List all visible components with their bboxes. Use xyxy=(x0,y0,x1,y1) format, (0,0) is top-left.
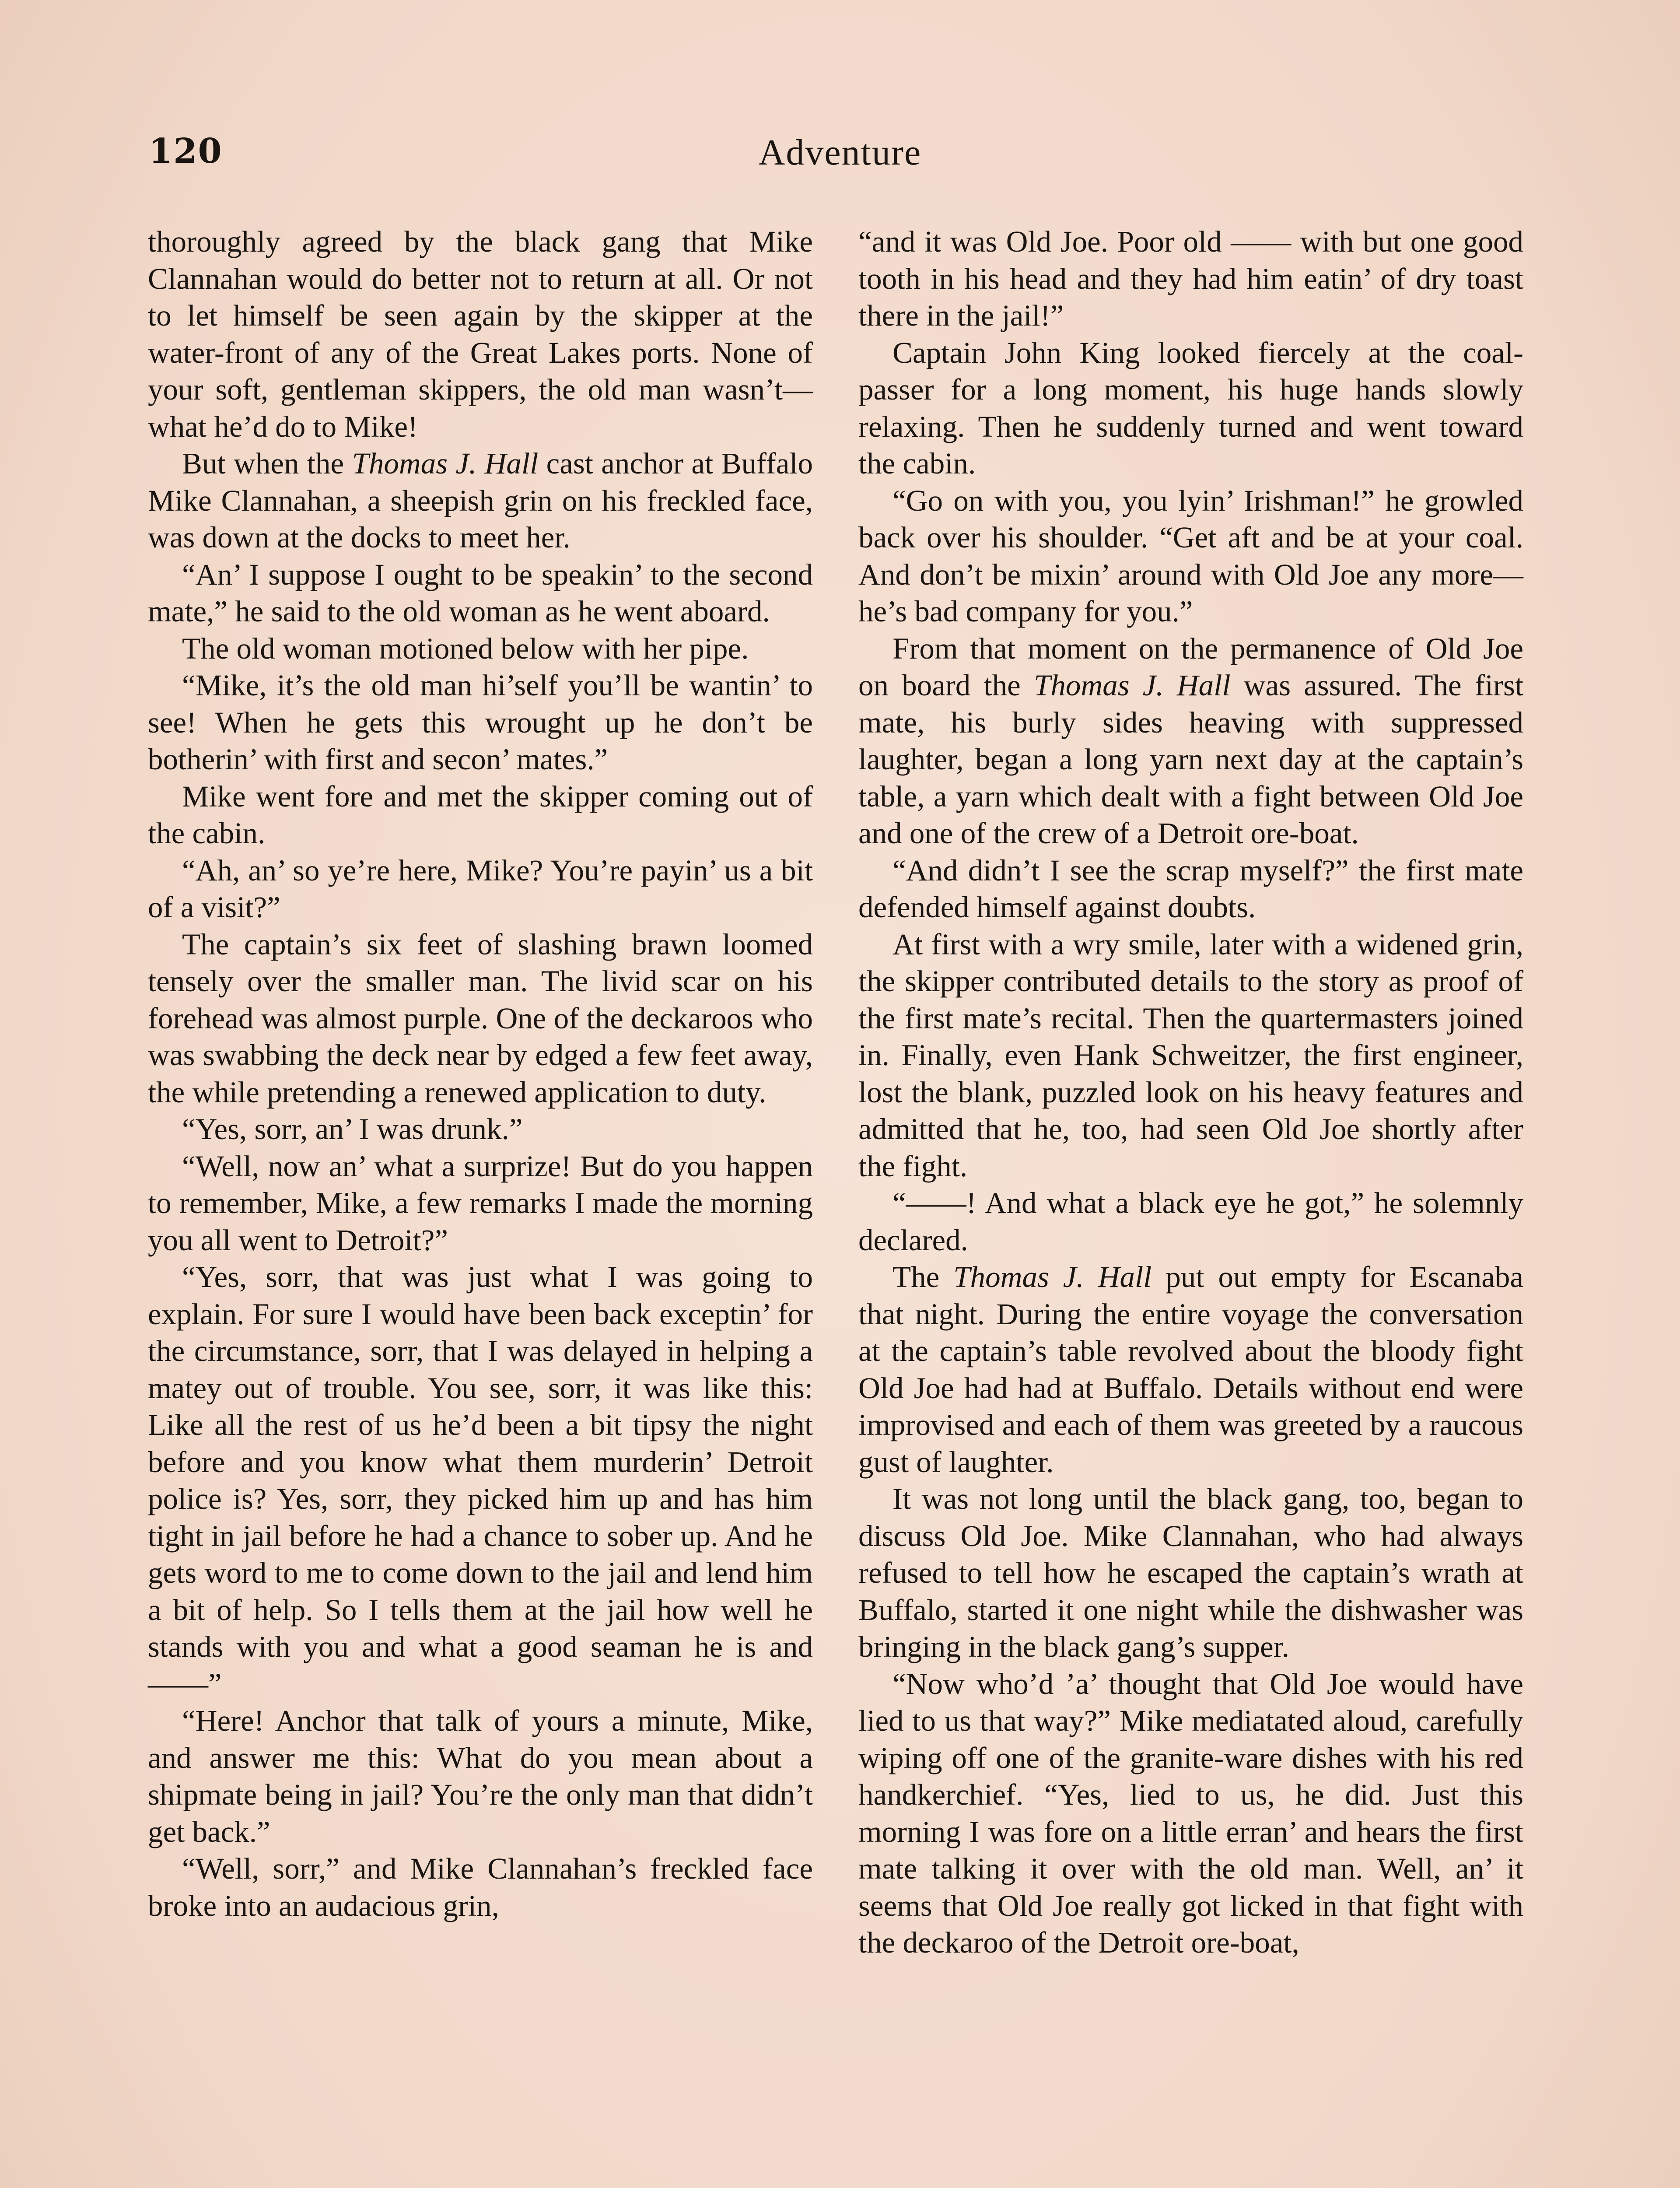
paragraph: “Yes, sorr, an’ I was drunk.” xyxy=(182,1112,523,1146)
paragraph: “Go on with you, you lyin’ Irishman!” he growled back over his shoulder. “Get aft and be at your coal. And don’t be mixin’ around with Old Joe any more—he’s bad company for you.” xyxy=(858,484,1523,628)
ship-name: Thomas J. Hall xyxy=(953,1260,1152,1294)
paragraph: Mike went fore and met the skipper coming out of the cabin. xyxy=(148,779,813,850)
page-number: 120 xyxy=(149,131,223,171)
left-column xyxy=(148,223,813,1924)
page-header xyxy=(149,131,1531,179)
paragraph: At first with a wry smile, later with a widened grin, the skipper contributed details to the story as proof of the first mate’s recital. Then the quartermasters joined in. Finally, even Hank Schweitzer, the first engineer, lost the blank, puzzled look on his heavy features and admitted that he, too, had seen Old Joe shortly after the fight. xyxy=(858,927,1523,1183)
paragraph: “Yes, sorr, that was just what I was going to explain. For sure I would have been back exceptin’ for the circumstance, sorr, that I was delayed in helping a matey out of trouble. You see, sorr, it was like this: Like all the rest of us he’d been a bit tipsy the night before and you know what them murderin’ Detroit police is? Yes, sorr, they picked him up and has him tight in jail before he had a chance to sober up. And he gets word to me to come down to the jail and lend him a bit of help. So I tells them at the jail how well he stands with you and what a good seaman he is and——” xyxy=(148,1260,813,1701)
paragraph: “Here! Anchor that talk of yours a minute, Mike, and answer me this: What do you mean about a shipmate being in jail? You’re the only man that didn’t get back.” xyxy=(148,1704,813,1848)
ship-name: Thomas J. Hall xyxy=(1034,669,1231,702)
paragraph: “and it was Old Joe. Poor old —— with but one good tooth in his head and they had him eatin’ of dry toast there in the jail!” xyxy=(858,225,1523,332)
running-head: Adventure xyxy=(758,132,922,173)
paragraph: The captain’s six feet of slashing brawn loomed tensely over the smaller man. The livid scar on his forehead was almost purple. One of the deckaroos who was swabbing the deck near by edged a few feet away, the while pretending a renewed application to duty. xyxy=(148,927,813,1109)
paragraph: “Mike, it’s the old man hi’self you’ll be wantin’ to see! When he gets this wrought up he don’t be botherin’ with first and secon’ mates.” xyxy=(148,669,813,776)
paragraph: But when the Thomas J. Hall cast anchor at Buffalo Mike Clannahan, a sheepish grin on his freckled face, was down at the docks to meet her. xyxy=(148,447,813,554)
paragraph: It was not long until the black gang, too, began to discuss Old Joe. Mike Clannahan, who had always refused to tell how he escaped the captain’s wrath at Buffalo, started it one night while the dishwasher was bringing in the black gang’s supper. xyxy=(858,1482,1523,1663)
paragraph: “Now who’d ’a’ thought that Old Joe would have lied to us that way?” Mike mediatated aloud, carefully wiping off one of the granite-ware dishes with his red handkerchief. “Yes, lied to us, he did. Just this morning I was fore on a little erran’ and hears the first mate talking it over with the old man. Well, an’ it seems that Old Joe really got licked in that fight with the deckaroo of the Detroit ore-boat, xyxy=(858,1667,1523,1959)
paragraph: “Well, sorr,” and Mike Clannahan’s freckled face broke into an audacious grin, xyxy=(148,1852,813,1922)
paragraph: The old woman motioned below with her pipe. xyxy=(182,631,749,665)
paragraph: “Well, now an’ what a surprize! But do you happen to remember, Mike, a few remarks I made the morning you all went to Detroit?” xyxy=(148,1149,813,1257)
paragraph: “And didn’t I see the scrap myself?” the first mate defended himself against doubts. xyxy=(858,853,1523,924)
paragraph: “——! And what a black eye he got,” he solemnly declared. xyxy=(858,1186,1523,1257)
ship-name: Thomas J. Hall xyxy=(352,447,539,480)
paragraph: thoroughly agreed by the black gang that Mike Clannahan would do better not to return at all. Or not to let himself be seen again by the skipper at the water-front of any of the Great Lakes ports. None of your soft, gentleman skippers, the old man wasn’t—what he’d do to Mike! xyxy=(148,225,813,443)
right-column xyxy=(858,223,1523,1961)
paragraph: From that moment on the permanence of Old Joe on board the Thomas J. Hall was assured. The first mate, his burly sides heaving with suppressed laughter, began a long yarn next day at the captain’s table, a yarn which dealt with a fight between Old Joe and one of the crew of a Detroit ore-boat. xyxy=(858,631,1524,850)
paragraph: “Ah, an’ so ye’re here, Mike? You’re payin’ us a bit of a visit?” xyxy=(148,853,813,924)
paragraph: Captain John King looked fiercely at the coal-passer for a long moment, his huge hands slowly relaxing. Then he suddenly turned and went toward the cabin. xyxy=(858,336,1523,480)
paragraph: The Thomas J. Hall put out empty for Escanaba that night. During the entire voyage the conversation at the captain’s table revolved about the bloody fight Old Joe had had at Buffalo. Details without end were improvised and each of them was greeted by a raucous gust of laughter. xyxy=(858,1260,1524,1479)
paragraph: “An’ I suppose I ought to be speakin’ to the second mate,” he said to the old woman as he went aboard. xyxy=(148,558,813,628)
